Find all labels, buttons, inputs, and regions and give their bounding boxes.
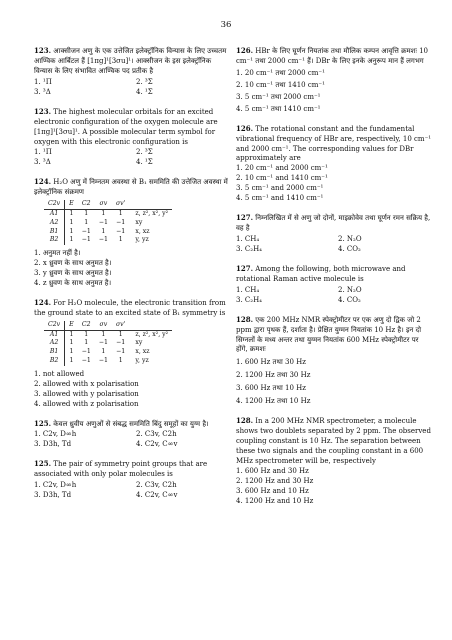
option-4[interactable]: 4. ¹Σ bbox=[136, 158, 153, 167]
options bbox=[236, 467, 432, 507]
question-text: The rotational constant and the fundamental vibrational frequency of HBr are, respectively, 10 cm⁻¹ and 2000 cm⁻¹. The corresponding values for DBr approximately are bbox=[236, 124, 432, 163]
options bbox=[34, 430, 230, 450]
option-4[interactable]: 4. 5 cm⁻¹ and 1410 cm⁻¹ bbox=[236, 194, 324, 203]
option-3[interactable]: 3. 600 Hz तथा 10 Hz bbox=[236, 384, 306, 393]
option-1[interactable]: 1. ¹Π bbox=[34, 148, 52, 157]
option-2[interactable]: 2. x ध्रुवण के साथ अनुमत है। bbox=[34, 259, 112, 268]
question-number: 126. bbox=[236, 123, 254, 133]
right-column bbox=[236, 46, 432, 516]
character-table-row: B2 1 −1 −1 1 y, yz bbox=[44, 236, 172, 245]
option-1[interactable]: 1. 20 cm⁻¹ तथा 2000 cm⁻¹ bbox=[236, 68, 325, 77]
page-number: 36 bbox=[220, 20, 232, 30]
option-3[interactable]: 3. ³Δ bbox=[34, 158, 51, 167]
option-2[interactable]: 2. C3v, C2h bbox=[136, 481, 177, 490]
question-number: 123. bbox=[34, 106, 52, 116]
question-number: 128. bbox=[236, 314, 254, 324]
question-text: In a 200 MHz NMR spectrometer, a molecule shows two doublets separated by 2 ppm. The observed coupling constant is 10 Hz. The separation between these two signals and the coupling constant in a 600 MHz spectrometer will be, respectively bbox=[236, 417, 431, 465]
options bbox=[236, 286, 432, 306]
option-4[interactable]: 4. CO₂ bbox=[338, 295, 361, 304]
option-1[interactable]: 1. not allowed bbox=[34, 369, 85, 378]
options bbox=[34, 481, 230, 501]
question-125-english bbox=[34, 459, 230, 501]
character-table bbox=[44, 200, 172, 245]
left-column bbox=[34, 46, 230, 510]
character-table-row: A1 1 1 1 1 z, z², x², y² bbox=[44, 330, 172, 339]
question-127-hindi bbox=[236, 213, 432, 255]
options bbox=[34, 78, 230, 98]
question-number: 125. bbox=[34, 418, 52, 428]
character-table bbox=[44, 321, 172, 366]
option-3[interactable]: 3. 5 cm⁻¹ and 2000 cm⁻¹ bbox=[236, 184, 324, 193]
option-3[interactable]: 3. 600 Hz and 10 Hz bbox=[236, 486, 309, 495]
question-text: निम्नलिखित में से अणु जो दोनों, माइक्रोवेव तथा घूर्णन रमन सक्रिय है, वह है bbox=[236, 214, 431, 233]
question-128-english bbox=[236, 416, 432, 506]
option-2[interactable]: 2. 10 cm⁻¹ तथा 1410 cm⁻¹ bbox=[236, 80, 325, 89]
option-3[interactable]: 3. allowed with y polarisation bbox=[34, 389, 139, 398]
option-4[interactable]: 4. C2v, C∞v bbox=[136, 491, 178, 500]
option-2[interactable]: 2. ³Σ bbox=[136, 77, 153, 86]
options bbox=[34, 148, 230, 168]
options bbox=[236, 164, 432, 204]
option-2[interactable]: 2. 1200 Hz तथा 30 Hz bbox=[236, 371, 311, 380]
question-text: केवल ध्रुवीय अणुओं से संबद्ध सममिति बिंदु समूहों का युग्म है। bbox=[53, 419, 209, 428]
option-3[interactable]: 3. ³Δ bbox=[34, 87, 51, 96]
option-3[interactable]: 3. y ध्रुवण के साथ अनुमत है। bbox=[34, 269, 112, 278]
option-4[interactable]: 4. C2v, C∞v bbox=[136, 440, 178, 449]
option-1[interactable]: 1. C2v, D∞h bbox=[34, 481, 77, 490]
question-124-hindi bbox=[34, 177, 230, 289]
question-number: 124. bbox=[34, 297, 52, 307]
option-4[interactable]: 4. 5 cm⁻¹ तथा 1410 cm⁻¹ bbox=[236, 104, 321, 113]
question-128-hindi bbox=[236, 315, 432, 408]
question-number: 127. bbox=[236, 263, 254, 273]
option-3[interactable]: 3. D3h, Td bbox=[34, 491, 72, 500]
option-1[interactable]: 1. ¹Π bbox=[34, 77, 52, 86]
option-2[interactable]: 2. 10 cm⁻¹ and 1410 cm⁻¹ bbox=[236, 174, 328, 183]
question-number: 125. bbox=[34, 459, 52, 469]
option-1[interactable]: 1. CH₄ bbox=[236, 285, 260, 294]
question-text: The highest molecular orbitals for an excited electronic configuration of the oxygen molecule are [1πg]¹[3σu]¹. A possible molecular term symbol for oxygen with this electronic configuration is bbox=[34, 107, 218, 146]
options bbox=[236, 358, 432, 407]
question-text: आक्सीजन अणु के एक उत्तेजित इलेक्ट्रॉनिक विन्यास के लिए उच्चतम आण्विक आर्बिटल हैं [1πg]¹[3σu]¹। आक्सीजन के इस इलेक्ट्रॉनिक विन्यास के लिए संभावित आण्विक पद प्रतीक है bbox=[34, 47, 227, 75]
question-number: 123. bbox=[34, 46, 52, 55]
question-text: For H₂O molecule, the electronic transition from the ground state to an excited state of B₁ symmetry is bbox=[34, 298, 226, 317]
option-4[interactable]: 4. CO₂ bbox=[338, 244, 361, 253]
character-table-row: B2 1 −1 −1 1 y, yz bbox=[44, 357, 172, 366]
option-4[interactable]: 4. 1200 Hz and 10 Hz bbox=[236, 496, 314, 505]
character-table-header: C2v E C2 σv σv' bbox=[44, 321, 172, 330]
question-text: The pair of symmetry point groups that are associated with only polar molecules is bbox=[34, 460, 208, 479]
option-3[interactable]: 3. D3h, Td bbox=[34, 440, 72, 449]
question-text: HBr के लिए घूर्णन नियतांक तथा मौलिक कम्पन आवृत्ति क्रमशः 10 cm⁻¹ तथा 2000 cm⁻¹ हैं। DBr के लिए इनके अनुरूप मान हैं लगभग bbox=[236, 47, 428, 65]
question-126-english bbox=[236, 124, 432, 205]
option-1[interactable]: 1. CH₄ bbox=[236, 235, 260, 243]
option-2[interactable]: 2. C3v, C2h bbox=[136, 430, 177, 439]
question-text: एक 200 MHz NMR स्पेक्ट्रोमीटर पर एक अणु दो द्विक जो 2 ppm द्वारा पृथक हैं, दर्शाता है। प्रेक्षित युग्मन नियतांक 10 Hz है। इन दो सिग्नलों के मध्य अन्तर तथा युग्मन नियतांक 600 MHz स्पेक्ट्रोमीटर पर होंगे, क्रमशः bbox=[236, 315, 422, 354]
options bbox=[34, 370, 230, 410]
option-3[interactable]: 3. C₂H₄ bbox=[236, 295, 262, 304]
option-2[interactable]: 2. N₂O bbox=[338, 285, 362, 294]
options bbox=[34, 249, 230, 289]
character-table-row: B1 1 −1 1 −1 x, xz bbox=[44, 348, 172, 357]
question-number: 127. bbox=[236, 213, 254, 223]
option-4[interactable]: 4. z ध्रुवण के साथ अनुमत है। bbox=[34, 278, 112, 287]
options bbox=[236, 69, 432, 115]
question-number: 126. bbox=[236, 46, 254, 55]
option-1[interactable]: 1. 600 Hz तथा 30 Hz bbox=[236, 358, 306, 367]
question-126-hindi bbox=[236, 46, 432, 115]
option-1[interactable]: 1. C2v, D∞h bbox=[34, 430, 77, 439]
question-text: H₂O अणु में निम्नतम अवस्था से B₁ सममिति की उत्तेजित अवस्था में इलेक्ट्रॉनिक संक्रमण bbox=[34, 178, 228, 197]
question-124-english bbox=[34, 298, 230, 410]
option-3[interactable]: 3. 5 cm⁻¹ तथा 2000 cm⁻¹ bbox=[236, 92, 321, 101]
option-2[interactable]: 2. allowed with x polarisation bbox=[34, 379, 139, 388]
option-1[interactable]: 1. अनुमत नहीं है। bbox=[34, 249, 81, 258]
option-2[interactable]: 2. N₂O bbox=[338, 235, 362, 243]
question-number: 128. bbox=[236, 416, 254, 426]
character-table-row: A1 1 1 1 1 z, z², x², y² bbox=[44, 209, 172, 218]
option-1[interactable]: 1. 20 cm⁻¹ and 2000 cm⁻¹ bbox=[236, 164, 328, 173]
question-123-english bbox=[34, 107, 230, 169]
question-123-hindi bbox=[34, 46, 230, 98]
option-3[interactable]: 3. C₂H₄ bbox=[236, 244, 262, 253]
character-table-row: A2 1 1 −1 −1 xy bbox=[44, 219, 172, 228]
question-125-hindi bbox=[34, 419, 230, 451]
option-4[interactable]: 4. ¹Σ bbox=[136, 87, 153, 96]
option-4[interactable]: 4. 1200 Hz तथा 10 Hz bbox=[236, 397, 311, 406]
option-4[interactable]: 4. allowed with z polarisation bbox=[34, 399, 139, 408]
question-text: Among the following, both microwave and rotational Raman active molecule is bbox=[236, 264, 406, 283]
character-table-row: B1 1 −1 1 −1 x, xz bbox=[44, 228, 172, 237]
question-127-english bbox=[236, 264, 432, 306]
option-2[interactable]: 2. ³Σ bbox=[136, 148, 153, 157]
option-2[interactable]: 2. 1200 Hz and 30 Hz bbox=[236, 476, 314, 485]
option-1[interactable]: 1. 600 Hz and 30 Hz bbox=[236, 466, 309, 475]
character-table-header: C2v E C2 σv σv' bbox=[44, 200, 172, 209]
character-table-row: A2 1 1 −1 −1 xy bbox=[44, 339, 172, 348]
options bbox=[236, 235, 432, 255]
question-number: 124. bbox=[34, 177, 52, 187]
